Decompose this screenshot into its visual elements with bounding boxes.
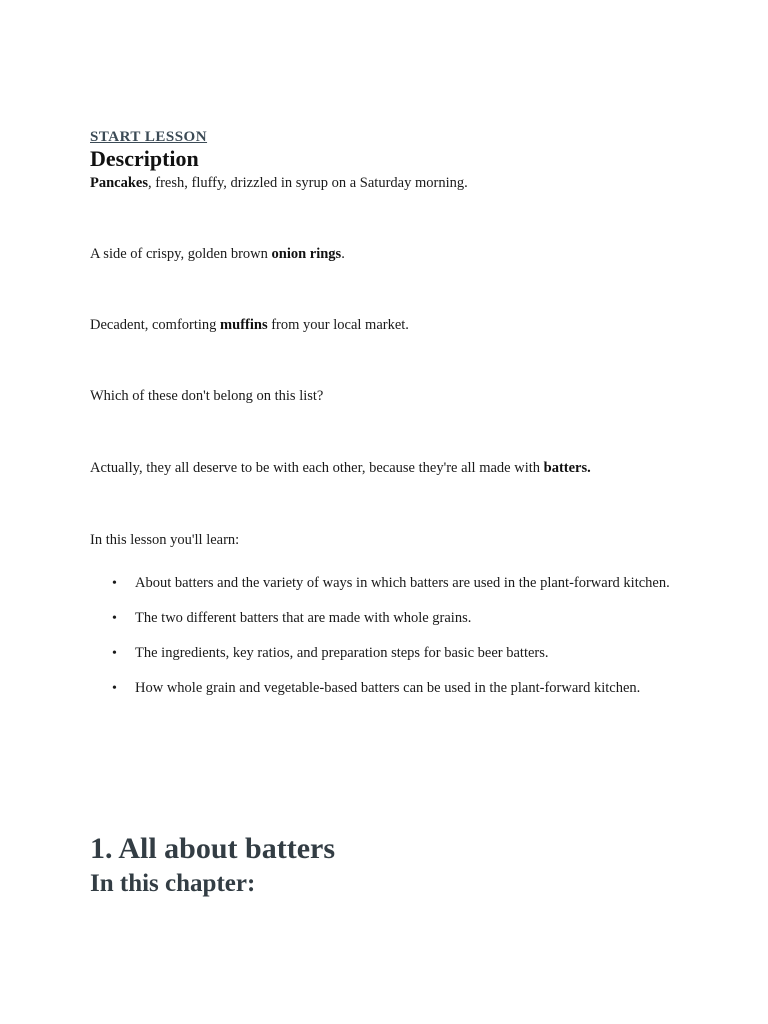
chapter-subtitle: In this chapter: <box>90 870 256 897</box>
paragraph-pancakes-text: , fresh, fluffy, drizzled in syrup on a Saturday morning. <box>148 175 468 191</box>
description-heading: Description <box>90 146 199 171</box>
list-item-text: The two different batters that are made with whole grains. <box>135 610 472 626</box>
list-item <box>90 566 690 601</box>
paragraph-muffins-after: from your local market. <box>267 317 409 333</box>
start-lesson-link[interactable]: START LESSON <box>90 129 208 145</box>
bold-onion-rings: onion rings <box>271 246 342 262</box>
paragraph-onion-rings-before: A side of crispy, golden brown <box>90 246 272 262</box>
bullet-icon: • <box>112 611 117 626</box>
list-item-text: The ingredients, key ratios, and preparation steps for basic beer batters. <box>135 645 549 661</box>
paragraph-question: Which of these don't belong on this list? <box>90 388 324 404</box>
list-item <box>90 671 690 706</box>
paragraph-learn-intro: In this lesson you'll learn: <box>90 532 240 548</box>
bullet-icon: • <box>112 576 117 591</box>
list-item-text: How whole grain and vegetable-based batters can be used in the plant-forward kitchen. <box>135 680 641 696</box>
paragraph-batters-before: Actually, they all deserve to be with each other, because they're all made with <box>90 460 544 476</box>
paragraph-onion-rings-after: . <box>341 246 345 262</box>
bold-muffins: muffins <box>220 317 268 333</box>
paragraph-muffins-before: Decadent, comforting <box>90 317 221 333</box>
paragraph-onion-rings <box>90 244 345 264</box>
bold-pancakes: Pancakes <box>90 175 148 191</box>
list-item <box>90 636 690 671</box>
list-item <box>90 601 690 636</box>
bullet-icon: • <box>112 646 117 661</box>
bullet-icon: • <box>112 681 117 696</box>
bold-batters: batters. <box>543 460 591 476</box>
chapter-title: 1. All about batters <box>90 832 336 865</box>
list-item-text: About batters and the variety of ways in which batters are used in the plant-forward kitchen. <box>135 575 670 591</box>
paragraph-muffins <box>90 315 409 335</box>
paragraph-pancakes <box>90 173 468 193</box>
paragraph-batters <box>90 458 591 478</box>
learn-list <box>90 566 690 706</box>
